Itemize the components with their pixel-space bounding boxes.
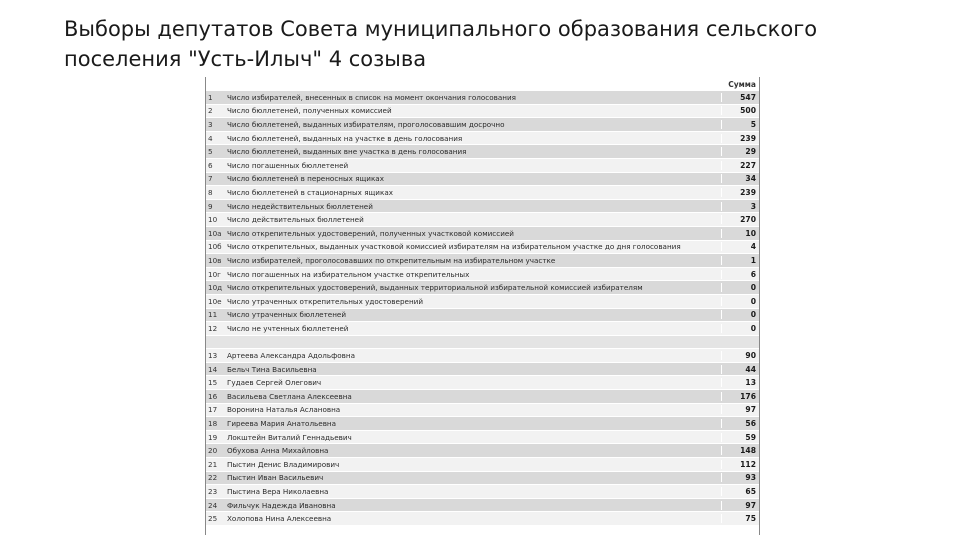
row-label: Гудаев Сергей Олегович [227,378,322,388]
row-label: Обухова Анна Михайловна [227,446,329,456]
table-spacer-row [206,336,759,350]
row-label: Число утраченных бюллетеней [227,310,347,320]
table-row [206,186,759,200]
table-row [206,376,759,390]
row-number: 5 [208,147,213,157]
row-label: Локштейн Виталий Геннадьевич [227,432,352,442]
row-label: Число не учтенных бюллетеней [227,323,349,333]
row-label: Число бюллетеней, полученных комиссией [227,106,392,116]
row-value: 65 [721,487,759,496]
row-value: 34 [721,174,759,183]
row-number: 19 [208,432,218,442]
row-number: 11 [208,310,218,320]
row-label: Число бюллетеней, выданных избирателям, проголосовавшим досрочно [227,119,505,129]
row-value: 112 [721,460,759,469]
table-row [206,349,759,363]
row-label: Число открепительных удостоверений, выданных территориальной избирательной комиссией избирателям [227,283,643,293]
table-row [206,404,759,418]
row-label: Фильчук Надежда Ивановна [227,500,336,510]
table-row [206,118,759,132]
row-label: Гиреева Мария Анатольевна [227,419,337,429]
table-row [206,159,759,173]
row-value: 4 [721,242,759,251]
table-row [206,105,759,119]
table-row [206,390,759,404]
row-label: Васильева Светлана Алексеевна [227,391,352,401]
row-label: Число бюллетеней в стационарных ящиках [227,187,393,197]
row-label: Пыстин Денис Владимирович [227,459,340,469]
row-value: 0 [721,283,759,292]
table-row [206,431,759,445]
row-number: 22 [208,473,218,483]
row-label: Число недействительных бюллетеней [227,201,373,211]
table-row [206,91,759,105]
row-value: 93 [721,473,759,482]
table-row [206,281,759,295]
table-row [206,309,759,323]
row-number: 10д [208,283,223,293]
table-row [206,227,759,241]
row-number: 9 [208,201,213,211]
row-label: Число бюллетеней, выданных на участке в день голосования [227,133,463,143]
row-number: 13 [208,351,218,361]
row-label: Число открепительных удостоверений, полученных участковой комиссией [227,228,514,238]
row-label: Пыстин Иван Васильевич [227,473,324,483]
row-number: 2 [208,106,213,116]
row-label: Число погашенных на избирательном участке открепительных [227,269,470,279]
table-row [206,322,759,336]
row-number: 10а [208,228,222,238]
row-value: 10 [721,229,759,238]
row-number: 15 [208,378,218,388]
row-value: 0 [721,310,759,319]
row-number: 21 [208,459,218,469]
row-value: 75 [721,514,759,523]
row-label: Пыстина Вера Николаевна [227,487,329,497]
row-value: 239 [721,188,759,197]
row-number: 24 [208,500,218,510]
row-value: 0 [721,297,759,306]
table-row [206,458,759,472]
row-number: 7 [208,174,213,184]
row-value: 176 [721,392,759,401]
row-label: Число утраченных открепительных удостоверений [227,296,423,306]
row-label: Число действительных бюллетеней [227,215,364,225]
row-value: 97 [721,405,759,414]
table-row [206,512,759,526]
row-number: 6 [208,160,213,170]
table-row [206,132,759,146]
table-header [206,77,759,91]
table-row [206,268,759,282]
table-row [206,241,759,255]
election-results-table [205,77,760,535]
row-value: 29 [721,147,759,156]
table-row [206,499,759,513]
table-row [206,363,759,377]
row-label: Артеева Александра Адольфовна [227,351,355,361]
slide-title: Выборы депутатов Совета муниципального образования сельского поселения "Усть-Илыч" 4 созыва [64,17,818,71]
row-number: 4 [208,133,213,143]
row-value: 270 [721,215,759,224]
row-label: Число избирателей, проголосовавших по открепительным на избирательном участке [227,255,556,265]
table-body [206,91,759,526]
table-row [206,295,759,309]
row-value: 148 [721,446,759,455]
table-row [206,485,759,499]
row-label: Число открепительных, выданных участковой комиссией избирателям на избирательном участке до дня голосования [227,242,681,252]
row-number: 10в [208,255,222,265]
row-number: 10б [208,242,222,252]
row-number: 23 [208,487,218,497]
row-number: 20 [208,446,218,456]
row-value: 0 [721,324,759,333]
row-value: 239 [721,134,759,143]
row-value: 59 [721,433,759,442]
row-label: Число бюллетеней, выданных вне участка в день голосования [227,147,467,157]
table-row [206,444,759,458]
row-number: 16 [208,391,218,401]
row-value: 3 [721,202,759,211]
row-number: 14 [208,364,218,374]
row-label: Число избирателей, внесенных в список на момент окончания голосования [227,92,516,102]
row-number: 1 [208,92,213,102]
row-number: 18 [208,419,218,429]
row-value: 547 [721,93,759,102]
row-value: 1 [721,256,759,265]
row-value: 6 [721,270,759,279]
row-label: Холопова Нина Алексеевна [227,514,332,524]
row-number: 12 [208,323,218,333]
table-row [206,145,759,159]
row-label: Число бюллетеней в переносных ящиках [227,174,384,184]
row-label: Воронина Наталья Аслановна [227,405,341,415]
row-value: 500 [721,106,759,115]
row-number: 17 [208,405,218,415]
table-row [206,472,759,486]
row-number: 10е [208,296,222,306]
row-number: 8 [208,187,213,197]
row-number: 25 [208,514,218,524]
row-value: 97 [721,501,759,510]
row-number: 3 [208,119,213,129]
row-label: Число погашенных бюллетеней [227,160,349,170]
row-value: 13 [721,378,759,387]
row-number: 10г [208,269,221,279]
table-row [206,173,759,187]
row-value: 56 [721,419,759,428]
row-value: 44 [721,365,759,374]
sum-column-header: Сумма [721,80,759,89]
row-value: 90 [721,351,759,360]
row-value: 227 [721,161,759,170]
table-row [206,213,759,227]
table-row [206,254,759,268]
table-row [206,417,759,431]
row-label: Бельч Тина Васильевна [227,364,317,374]
table-row [206,200,759,214]
row-value: 5 [721,120,759,129]
row-number: 10 [208,215,218,225]
